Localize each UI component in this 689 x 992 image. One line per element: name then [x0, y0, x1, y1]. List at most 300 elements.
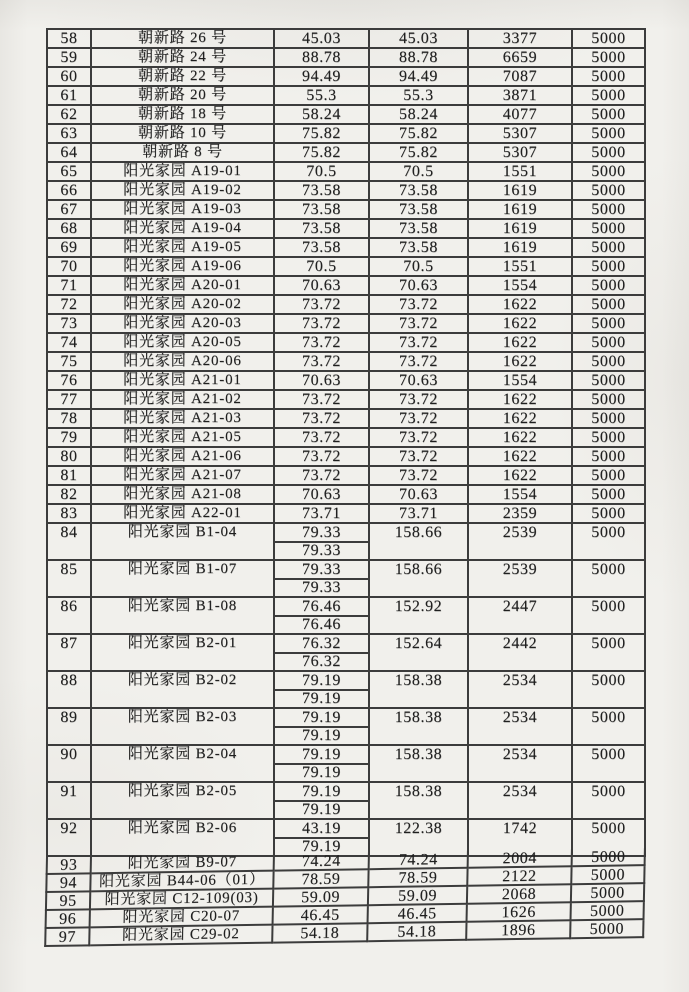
total-area-cell	[370, 524, 469, 561]
table-row	[46, 709, 646, 746]
area-cell	[275, 505, 370, 524]
total-area-cell	[370, 467, 469, 486]
row-number-cell	[46, 49, 92, 68]
price-value: 5000	[591, 783, 626, 800]
area-cell	[275, 258, 370, 277]
price-cell	[573, 448, 646, 467]
amount-value: 1622	[502, 334, 538, 351]
row-number: 77	[60, 391, 78, 408]
area-cell	[275, 144, 370, 163]
total-area-value: 73.58	[399, 220, 438, 237]
area-cell	[275, 852, 370, 871]
price-cell	[571, 902, 644, 921]
row-number-cell	[46, 68, 92, 87]
amount-cell	[468, 867, 572, 887]
total-area-cell	[370, 598, 469, 635]
total-area-cell	[370, 334, 469, 353]
row-number-cell	[46, 561, 92, 598]
row-number-cell	[46, 524, 92, 561]
price-cell	[573, 709, 646, 746]
price-value: 5000	[591, 68, 626, 85]
total-area-value: 73.58	[399, 239, 438, 256]
total-area-value: 158.38	[394, 746, 443, 763]
table-row	[46, 163, 646, 182]
total-area-value: 73.72	[399, 467, 438, 484]
row-number-cell	[45, 892, 91, 911]
amount-value: 2004	[502, 849, 538, 867]
amount-cell	[469, 467, 573, 486]
row-number: 70	[60, 258, 78, 275]
row-number: 72	[60, 296, 78, 313]
table-row	[46, 561, 646, 598]
price-value: 5000	[591, 746, 626, 763]
unit-name: 阳光家园 A21-02	[123, 391, 242, 407]
amount-cell	[469, 783, 573, 820]
row-number: 82	[60, 486, 78, 503]
area-upper-value: 76.46	[302, 598, 341, 615]
amount-cell	[469, 296, 573, 315]
row-number-cell	[46, 391, 92, 410]
row-number: 85	[60, 561, 78, 578]
unit-name-cell	[92, 524, 275, 561]
amount-value: 6659	[502, 49, 538, 66]
area-cell	[275, 783, 370, 820]
area-cell	[275, 372, 370, 391]
unit-name-cell	[92, 182, 275, 201]
price-value: 5000	[591, 144, 626, 161]
area-value: 73.58	[302, 239, 341, 256]
unit-name: 阳光家园 B2-03	[127, 709, 238, 725]
unit-name-cell	[92, 598, 275, 635]
row-number: 96	[58, 910, 77, 928]
price-cell	[573, 239, 646, 258]
unit-name: 阳光家园 C12-109(03)	[104, 889, 259, 908]
unit-name: 阳光家园 A20-06	[123, 353, 242, 369]
total-area-cell	[370, 201, 469, 220]
area-upper-cell	[275, 635, 368, 654]
table-row	[46, 391, 646, 410]
total-area-value: 58.24	[399, 106, 438, 123]
row-number: 61	[60, 87, 78, 104]
amount-value: 1622	[502, 391, 538, 408]
area-value: 73.72	[302, 467, 341, 484]
table-row	[46, 49, 646, 68]
total-area-cell	[370, 429, 469, 448]
amount-cell	[469, 486, 573, 505]
price-value: 5000	[591, 182, 626, 199]
price-cell	[573, 467, 646, 486]
unit-name: 阳光家园 A21-06	[123, 448, 242, 464]
row-number-cell	[46, 820, 92, 857]
price-cell	[573, 561, 646, 598]
area-value: 59.09	[300, 888, 341, 906]
price-cell	[573, 258, 646, 277]
total-area-value: 158.38	[394, 783, 443, 800]
table-row	[46, 106, 646, 125]
total-area-value: 94.49	[399, 68, 438, 85]
amount-cell	[469, 220, 573, 239]
unit-name-cell	[92, 448, 275, 467]
total-area-value: 73.72	[399, 353, 438, 370]
total-area-value: 158.66	[394, 524, 443, 541]
row-number-cell	[46, 448, 92, 467]
area-value: 73.72	[302, 353, 341, 370]
price-value: 5000	[591, 30, 626, 47]
price-cell	[573, 410, 646, 429]
area-upper-value: 79.33	[302, 524, 341, 541]
row-number: 84	[60, 524, 78, 541]
area-cell	[275, 334, 370, 353]
price-cell	[573, 277, 646, 296]
amount-cell	[469, 49, 573, 68]
total-area-cell	[370, 144, 469, 163]
price-value: 5000	[591, 201, 626, 218]
amount-value: 2534	[502, 783, 538, 800]
total-area-cell	[370, 561, 469, 598]
total-area-cell	[370, 486, 469, 505]
amount-cell	[469, 524, 573, 561]
price-value: 5000	[591, 709, 626, 726]
table-rows-skewed	[44, 848, 646, 947]
unit-name-cell	[92, 239, 275, 258]
area-upper-cell	[275, 672, 368, 691]
amount-value: 1619	[502, 201, 538, 218]
area-cell	[275, 672, 370, 709]
total-area-cell	[370, 709, 469, 746]
unit-name-cell	[92, 220, 275, 239]
price-cell	[573, 144, 646, 163]
unit-name: 朝新路 10 号	[138, 125, 227, 141]
amount-cell	[469, 30, 573, 49]
row-number-cell	[46, 125, 92, 144]
row-number: 91	[60, 783, 78, 800]
row-number: 95	[59, 892, 77, 910]
total-area-cell	[370, 783, 469, 820]
area-cell	[275, 635, 370, 672]
price-cell	[573, 163, 646, 182]
row-number-cell	[46, 239, 92, 258]
area-value: 70.63	[302, 372, 341, 389]
unit-name: 阳光家园 A21-08	[123, 486, 242, 502]
area-cell	[275, 353, 370, 372]
row-number: 60	[60, 68, 78, 85]
row-number-cell	[46, 353, 92, 372]
total-area-cell	[370, 220, 469, 239]
table-row	[46, 505, 646, 524]
row-number-cell	[46, 106, 92, 125]
price-cell	[573, 372, 646, 391]
area-value: 73.72	[302, 448, 341, 465]
total-area-value: 73.72	[399, 448, 438, 465]
total-area-value: 73.71	[399, 505, 438, 522]
amount-value: 1619	[502, 182, 538, 199]
row-number-cell	[46, 30, 92, 49]
amount-cell	[467, 921, 571, 941]
row-number-cell	[46, 277, 92, 296]
table-row	[46, 239, 646, 258]
row-number: 79	[60, 429, 78, 446]
row-number-cell	[46, 746, 92, 783]
area-value: 75.82	[302, 144, 341, 161]
price-value: 5000	[589, 920, 625, 938]
unit-name-cell	[92, 258, 275, 277]
amount-value: 2534	[502, 709, 538, 726]
unit-name: 阳光家园 B2-01	[127, 635, 238, 651]
area-cell	[275, 524, 370, 561]
table-row	[46, 125, 646, 144]
amount-value: 1622	[502, 429, 538, 446]
unit-name: 阳光家园 A19-02	[123, 182, 242, 198]
amount-cell	[469, 448, 573, 467]
price-cell	[573, 524, 646, 561]
amount-cell	[469, 598, 573, 635]
price-value: 5000	[591, 334, 626, 351]
row-number-cell	[46, 220, 92, 239]
row-number: 80	[60, 448, 78, 465]
area-upper-value: 79.33	[302, 561, 341, 578]
price-cell	[573, 296, 646, 315]
price-cell	[573, 486, 646, 505]
area-value: 55.3	[306, 87, 337, 104]
unit-name: 朝新路 8 号	[142, 144, 223, 160]
amount-value: 1622	[502, 296, 538, 313]
total-area-value: 73.72	[399, 410, 438, 427]
total-area-cell	[370, 125, 469, 144]
row-number: 81	[60, 467, 78, 484]
unit-name: 阳光家园 B2-04	[127, 746, 238, 762]
total-area-cell	[370, 30, 469, 49]
unit-name-cell	[92, 709, 275, 746]
amount-cell	[469, 334, 573, 353]
row-number: 75	[60, 353, 78, 370]
row-number: 64	[60, 144, 78, 161]
row-number-cell	[46, 709, 92, 746]
table-row	[46, 635, 646, 672]
area-cell	[275, 448, 370, 467]
total-area-cell	[370, 315, 469, 334]
total-area-value: 70.63	[399, 372, 438, 389]
row-number-cell	[46, 315, 92, 334]
total-area-value: 75.82	[399, 144, 438, 161]
amount-cell	[469, 372, 573, 391]
area-cell	[275, 201, 370, 220]
area-value: 46.45	[300, 906, 340, 924]
price-cell	[572, 884, 645, 903]
amount-cell	[468, 885, 572, 905]
total-area-cell	[369, 887, 468, 906]
area-value: 74.24	[301, 852, 341, 870]
price-cell	[573, 391, 646, 410]
amount-value: 1551	[502, 163, 538, 180]
price-value: 5000	[591, 87, 626, 104]
area-cell	[275, 429, 370, 448]
row-number: 97	[58, 928, 77, 946]
unit-name: 阳光家园 A21-03	[123, 410, 242, 426]
amount-cell	[469, 258, 573, 277]
table	[46, 28, 646, 947]
amount-value: 1622	[502, 353, 538, 370]
amount-value: 1619	[502, 220, 538, 237]
table-row	[46, 201, 646, 220]
amount-value: 1622	[502, 448, 538, 465]
unit-name-cell	[92, 635, 275, 672]
total-area-value: 59.09	[397, 886, 438, 905]
area-lower-cell	[275, 617, 368, 634]
table-row	[46, 258, 646, 277]
amount-value: 2359	[502, 505, 538, 522]
area-value: 73.58	[302, 220, 341, 237]
price-cell	[571, 920, 644, 939]
row-number: 66	[60, 182, 78, 199]
total-area-cell	[370, 163, 469, 182]
amount-cell	[469, 505, 573, 524]
total-area-value: 54.18	[397, 922, 437, 941]
price-value: 5000	[591, 49, 626, 66]
amount-cell	[469, 635, 573, 672]
area-cell	[275, 315, 370, 334]
amount-cell	[468, 903, 572, 923]
price-value: 5000	[591, 635, 626, 652]
total-area-value: 70.5	[403, 163, 434, 180]
unit-name: 阳光家园 B2-06	[127, 820, 238, 836]
table-row	[46, 334, 646, 353]
total-area-value: 158.38	[394, 672, 443, 689]
price-cell	[573, 68, 646, 87]
area-cell	[275, 746, 370, 783]
row-number: 86	[60, 598, 78, 615]
amount-value: 1619	[502, 239, 538, 256]
row-number-cell	[46, 486, 92, 505]
area-value: 75.82	[302, 125, 341, 142]
price-value: 5000	[591, 561, 626, 578]
table-row	[46, 68, 646, 87]
price-cell	[573, 106, 646, 125]
total-area-value: 74.24	[398, 850, 438, 869]
row-number-cell	[46, 296, 92, 315]
table-row	[46, 746, 646, 783]
price-cell	[573, 87, 646, 106]
row-number: 88	[60, 672, 78, 689]
price-cell	[573, 182, 646, 201]
total-area-cell	[370, 746, 469, 783]
row-number: 71	[60, 277, 78, 294]
area-value: 73.72	[302, 315, 341, 332]
price-value: 5000	[589, 902, 625, 920]
unit-name-cell	[92, 163, 275, 182]
price-cell	[573, 315, 646, 334]
amount-cell	[469, 239, 573, 258]
area-cell	[274, 906, 369, 925]
row-number: 94	[59, 874, 78, 892]
unit-name: 阳光家园 A20-02	[123, 296, 242, 312]
total-area-cell	[370, 372, 469, 391]
row-number: 67	[60, 201, 78, 218]
price-value: 5000	[591, 524, 626, 541]
unit-name: 阳光家园 B2-02	[127, 672, 238, 688]
price-value: 5000	[591, 163, 626, 180]
area-lower-value: 79.19	[302, 838, 341, 856]
unit-name: 阳光家园 B1-08	[127, 598, 238, 614]
area-cell	[275, 277, 370, 296]
unit-name-cell	[92, 372, 275, 391]
unit-name: 朝新路 26 号	[138, 30, 227, 46]
unit-name: 阳光家园 A19-05	[123, 239, 242, 255]
row-number-cell	[46, 372, 92, 391]
table-row	[46, 783, 646, 820]
amount-cell	[469, 709, 573, 746]
area-cell	[275, 106, 370, 125]
amount-cell	[469, 353, 573, 372]
price-value: 5000	[591, 672, 626, 689]
row-number-cell	[45, 910, 91, 929]
total-area-cell	[369, 869, 468, 888]
price-value: 5000	[591, 239, 626, 256]
amount-value: 1742	[502, 820, 538, 837]
unit-name: 阳光家园 B1-04	[127, 524, 238, 540]
table-rows-main	[46, 30, 646, 857]
row-number-cell	[46, 182, 92, 201]
row-number-cell	[46, 505, 92, 524]
total-area-value: 73.72	[399, 296, 438, 313]
price-value: 5000	[591, 296, 626, 313]
unit-name: 阳光家园 B9-07	[127, 853, 238, 872]
total-area-value: 55.3	[403, 87, 434, 104]
total-area-cell	[369, 905, 468, 924]
area-lower-cell	[275, 802, 368, 819]
area-value: 88.78	[302, 49, 341, 66]
area-cell	[275, 709, 370, 746]
area-value: 73.72	[302, 410, 341, 427]
area-lower-value: 79.33	[302, 542, 341, 560]
total-area-value: 73.72	[399, 429, 438, 446]
price-cell	[573, 49, 646, 68]
amount-cell	[469, 391, 573, 410]
area-cell	[275, 486, 370, 505]
price-value: 5000	[591, 486, 626, 503]
area-lower-cell	[275, 654, 368, 671]
area-cell	[275, 467, 370, 486]
row-number-cell	[46, 144, 92, 163]
total-area-value: 152.92	[394, 598, 443, 615]
price-cell	[572, 866, 645, 885]
amount-value: 2068	[501, 885, 537, 903]
unit-name: 阳光家园 A20-05	[123, 334, 242, 350]
area-lower-value: 76.46	[302, 616, 341, 634]
amount-cell	[469, 68, 573, 87]
row-number: 87	[60, 635, 78, 652]
table-row	[46, 87, 646, 106]
amount-value: 1554	[502, 372, 538, 389]
row-number-cell	[46, 783, 92, 820]
price-value: 5000	[591, 820, 626, 837]
area-value: 70.5	[306, 258, 337, 275]
area-upper-value: 79.19	[302, 709, 341, 726]
area-upper-value: 76.32	[302, 635, 341, 652]
price-value: 5000	[591, 315, 626, 332]
table-row	[46, 448, 646, 467]
area-cell	[275, 391, 370, 410]
total-area-cell	[370, 851, 469, 870]
unit-name-cell	[92, 201, 275, 220]
unit-name: 朝新路 20 号	[138, 87, 227, 103]
table-row	[46, 429, 646, 448]
row-number-cell	[46, 598, 92, 635]
area-cell	[275, 49, 370, 68]
total-area-value: 158.38	[394, 709, 443, 726]
unit-name: 阳光家园 B44-06（01）	[98, 871, 265, 890]
row-number: 90	[60, 746, 78, 763]
unit-name: 阳光家园 B1-07	[127, 561, 238, 577]
